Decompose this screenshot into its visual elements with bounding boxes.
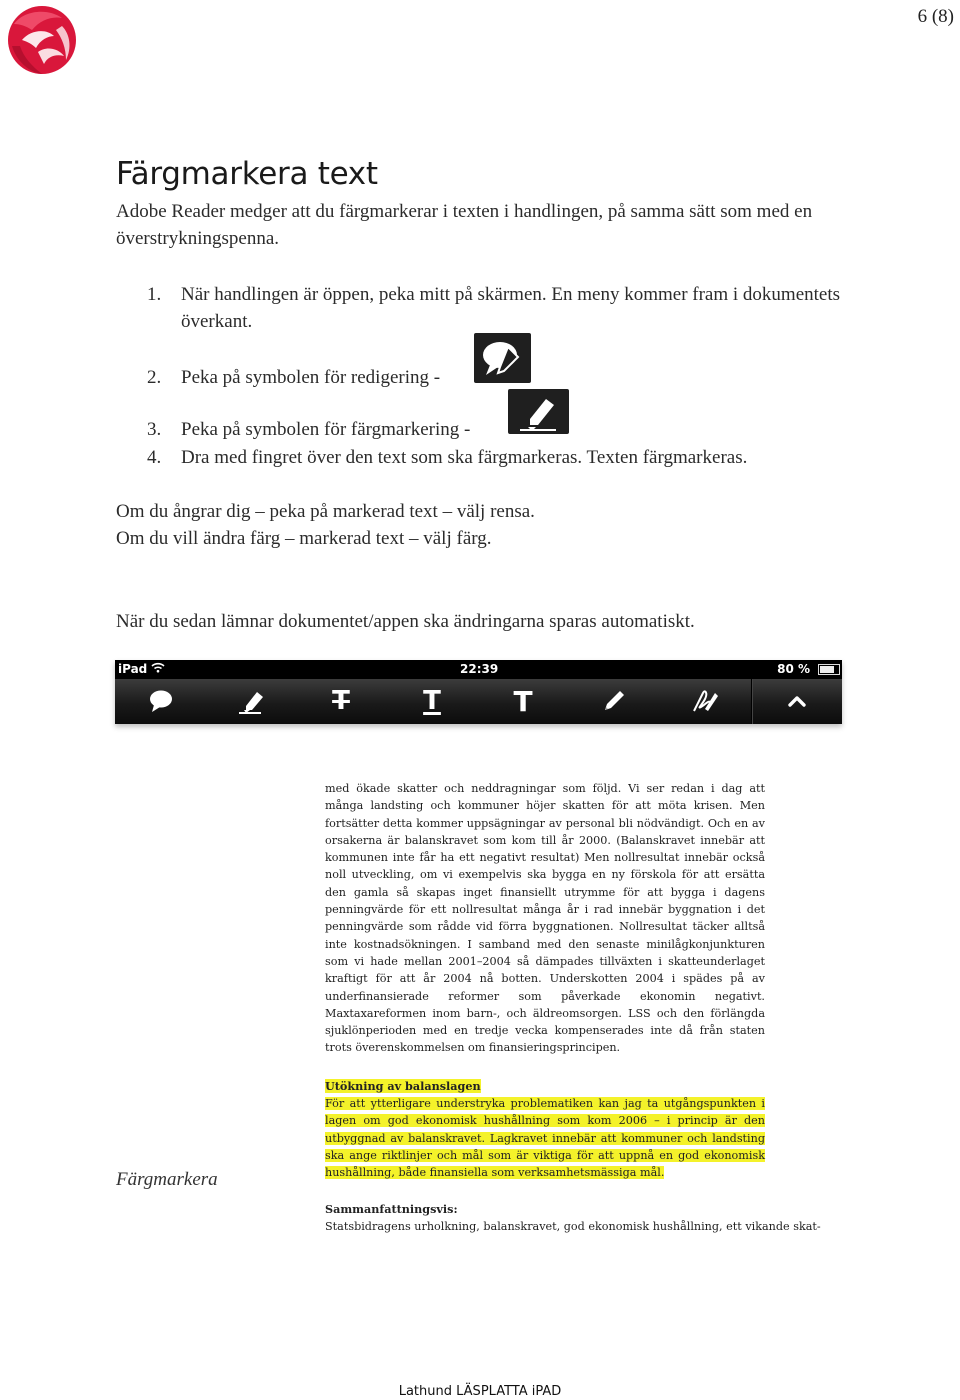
underline-icon[interactable]: T bbox=[423, 686, 441, 716]
wifi-icon bbox=[151, 662, 165, 676]
summary-heading: Sammanfattningsvis: bbox=[325, 1201, 458, 1216]
step-text: Peka på symbolen för redigering - bbox=[181, 367, 441, 388]
step-number: 2. bbox=[147, 367, 162, 388]
battery-icon bbox=[818, 664, 840, 675]
highlight-icon[interactable] bbox=[231, 683, 271, 719]
step-text: Peka på symbolen för färgmarkering - bbox=[181, 419, 471, 440]
toolbar-divider bbox=[751, 679, 753, 724]
battery-percentage: 80 % bbox=[777, 662, 810, 676]
step-number: 4. bbox=[147, 447, 162, 468]
step-text: När handlingen är öppen, peka mitt på skärmen. En meny kommer fram i dokumentets överkant. bbox=[181, 284, 841, 332]
excerpt-paragraph: med ökade skatter och neddragningar som följd. Vi ser redan i dag att många landsting och kommuner höjer skatten för att möta krisen. Men fortsätter detta kommer uppsägningar av personal bli nödvändigt. Och en av orsakerna är balanskravet som kom till år 2000. (Balanskravet innebär att kommunen inte får ha ett negativt resultat) Men nollresultat innebär också noll utveckling, om vi exempelvis ska bygga en ny förskola för att ersätta den gamla så skapas inget finansiellt utrymme för att bygga i dagens penningvärde för ett nollresultat många år i rad innebär byggnation i det penningvärde som rådde vid förra byggnationen. Nollresultat täcker alltså inte kostnadsökningen. I samband med den senaste minilågkonjunkturen som vi hade mellan 2001–2004 så dämpades tillväxten i skatteunderlaget kraftigt för att år 2004 nå botten. Underskotten 2004 i spädes på av underfinansierade reformer som påverkade ekonomin negativt. Maxtaxareformen inom barn-, och äldreomsorgen. LSS och den förlängda sjuklönperioden med en tredje vecka kompenserades inte då från staten trots överenskommelsen om finansieringsprincipen. bbox=[325, 782, 765, 1055]
device-label: iPad bbox=[118, 662, 148, 676]
highlighted-heading[interactable]: Utökning av balanslagen bbox=[325, 1078, 481, 1093]
color-note: Om du vill ändra färg – markerad text – välj färg. bbox=[116, 528, 492, 549]
highlighted-section[interactable] bbox=[325, 1078, 765, 1182]
chevron-up-icon[interactable] bbox=[777, 683, 817, 719]
comment-icon[interactable] bbox=[141, 683, 181, 719]
summary-text: Statsbidragens urholkning, balanskravet, god ekonomisk hushållning, ett vikande skat- bbox=[325, 1219, 821, 1233]
pen-icon[interactable] bbox=[594, 683, 634, 719]
reader-toolbar bbox=[115, 679, 842, 724]
strikethrough-icon[interactable]: T bbox=[332, 686, 350, 716]
intro-paragraph: Adobe Reader medger att du färgmarkerar i texten i handlingen, på samma sätt som med en överstrykningspenna. bbox=[116, 201, 813, 249]
clock: 22:39 bbox=[460, 662, 499, 676]
undo-note: Om du ångrar dig – peka på markerad text – välj rensa. bbox=[116, 501, 535, 522]
text-icon[interactable]: T bbox=[513, 684, 533, 718]
highlighter-icon bbox=[508, 389, 569, 434]
edit-comment-icon bbox=[474, 333, 531, 383]
step-number: 1. bbox=[147, 284, 162, 305]
status-bar bbox=[115, 660, 842, 679]
step-text: Dra med fingret över den text som ska färgmarkeras. Texten färgmarkeras. bbox=[181, 447, 748, 468]
page-title: Färgmarkera text bbox=[116, 156, 378, 192]
step-number: 3. bbox=[147, 419, 162, 440]
ipad-toolbar-screenshot bbox=[115, 660, 842, 724]
rose-logo-icon bbox=[2, 2, 80, 80]
autosave-note: När du sedan lämnar dokumentet/appen ska ändringarna sparas automatiskt. bbox=[116, 611, 695, 632]
highlighted-text[interactable]: För att ytterligare understryka problematiken kan jag ta utgångspunkten i lagen om god ekonomisk hushållning som kom 2006 – i princip är den utbyggnad av balanskravet. Lagkravet innebär att kommuner och landsting ska ange riktlinjer och mål som är viktiga för att uppnå en god ekonomisk hushållning, både finansiella som verksamhetsmässiga mål. bbox=[325, 1097, 765, 1180]
page-footer: Lathund LÄSPLATTA iPAD bbox=[398, 1384, 562, 1399]
document-excerpt bbox=[325, 780, 821, 1235]
image-caption: Färgmarkera bbox=[116, 1169, 218, 1190]
signature-icon[interactable] bbox=[685, 683, 725, 719]
page-number: 6 (8) bbox=[917, 6, 954, 27]
